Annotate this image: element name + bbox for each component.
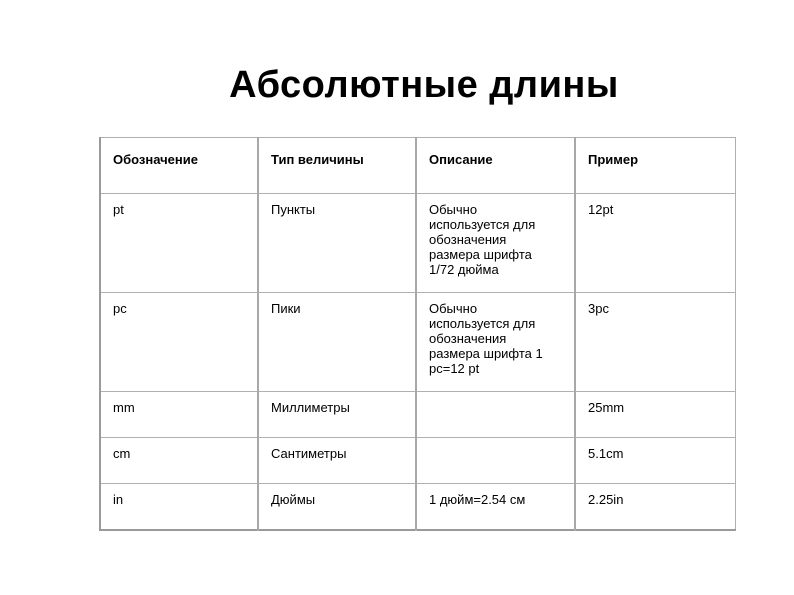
description-text: Обычно используется для обозначения размера шрифта 1 pc=12 pt — [429, 301, 543, 376]
table-header-row — [100, 138, 735, 194]
cell-unit: cm — [100, 438, 258, 484]
header-quantity-type: Тип величины — [258, 138, 416, 194]
cell-unit: pc — [100, 293, 258, 392]
cell-unit: in — [100, 484, 258, 530]
cell-example: 12pt — [575, 194, 735, 293]
header-designation: Обозначение — [100, 138, 258, 194]
header-example: Пример — [575, 138, 735, 194]
cell-unit: mm — [100, 392, 258, 438]
description-text: Обычно используется для обозначения размера шрифта 1/72 дюйма — [429, 202, 536, 277]
cell-description: 1 дюйм=2.54 см — [416, 484, 575, 530]
units-table — [99, 137, 736, 531]
table-row — [100, 484, 735, 530]
cell-description — [416, 293, 575, 392]
page-title: Абсолютные длины — [229, 64, 619, 106]
cell-description — [416, 392, 575, 438]
table-row — [100, 194, 735, 293]
table-row — [100, 293, 735, 392]
cell-example: 25mm — [575, 392, 735, 438]
cell-type: Дюймы — [258, 484, 416, 530]
cell-type: Пики — [258, 293, 416, 392]
cell-example: 5.1cm — [575, 438, 735, 484]
cell-description — [416, 438, 575, 484]
table-row — [100, 438, 735, 484]
cell-example: 2.25in — [575, 484, 735, 530]
cell-type: Миллиметры — [258, 392, 416, 438]
cell-type: Сантиметры — [258, 438, 416, 484]
cell-example: 3pc — [575, 293, 735, 392]
cell-type: Пункты — [258, 194, 416, 293]
cell-description — [416, 194, 575, 293]
cell-unit: pt — [100, 194, 258, 293]
header-description: Описание — [416, 138, 575, 194]
table-row — [100, 392, 735, 438]
units-table-container — [99, 137, 734, 531]
